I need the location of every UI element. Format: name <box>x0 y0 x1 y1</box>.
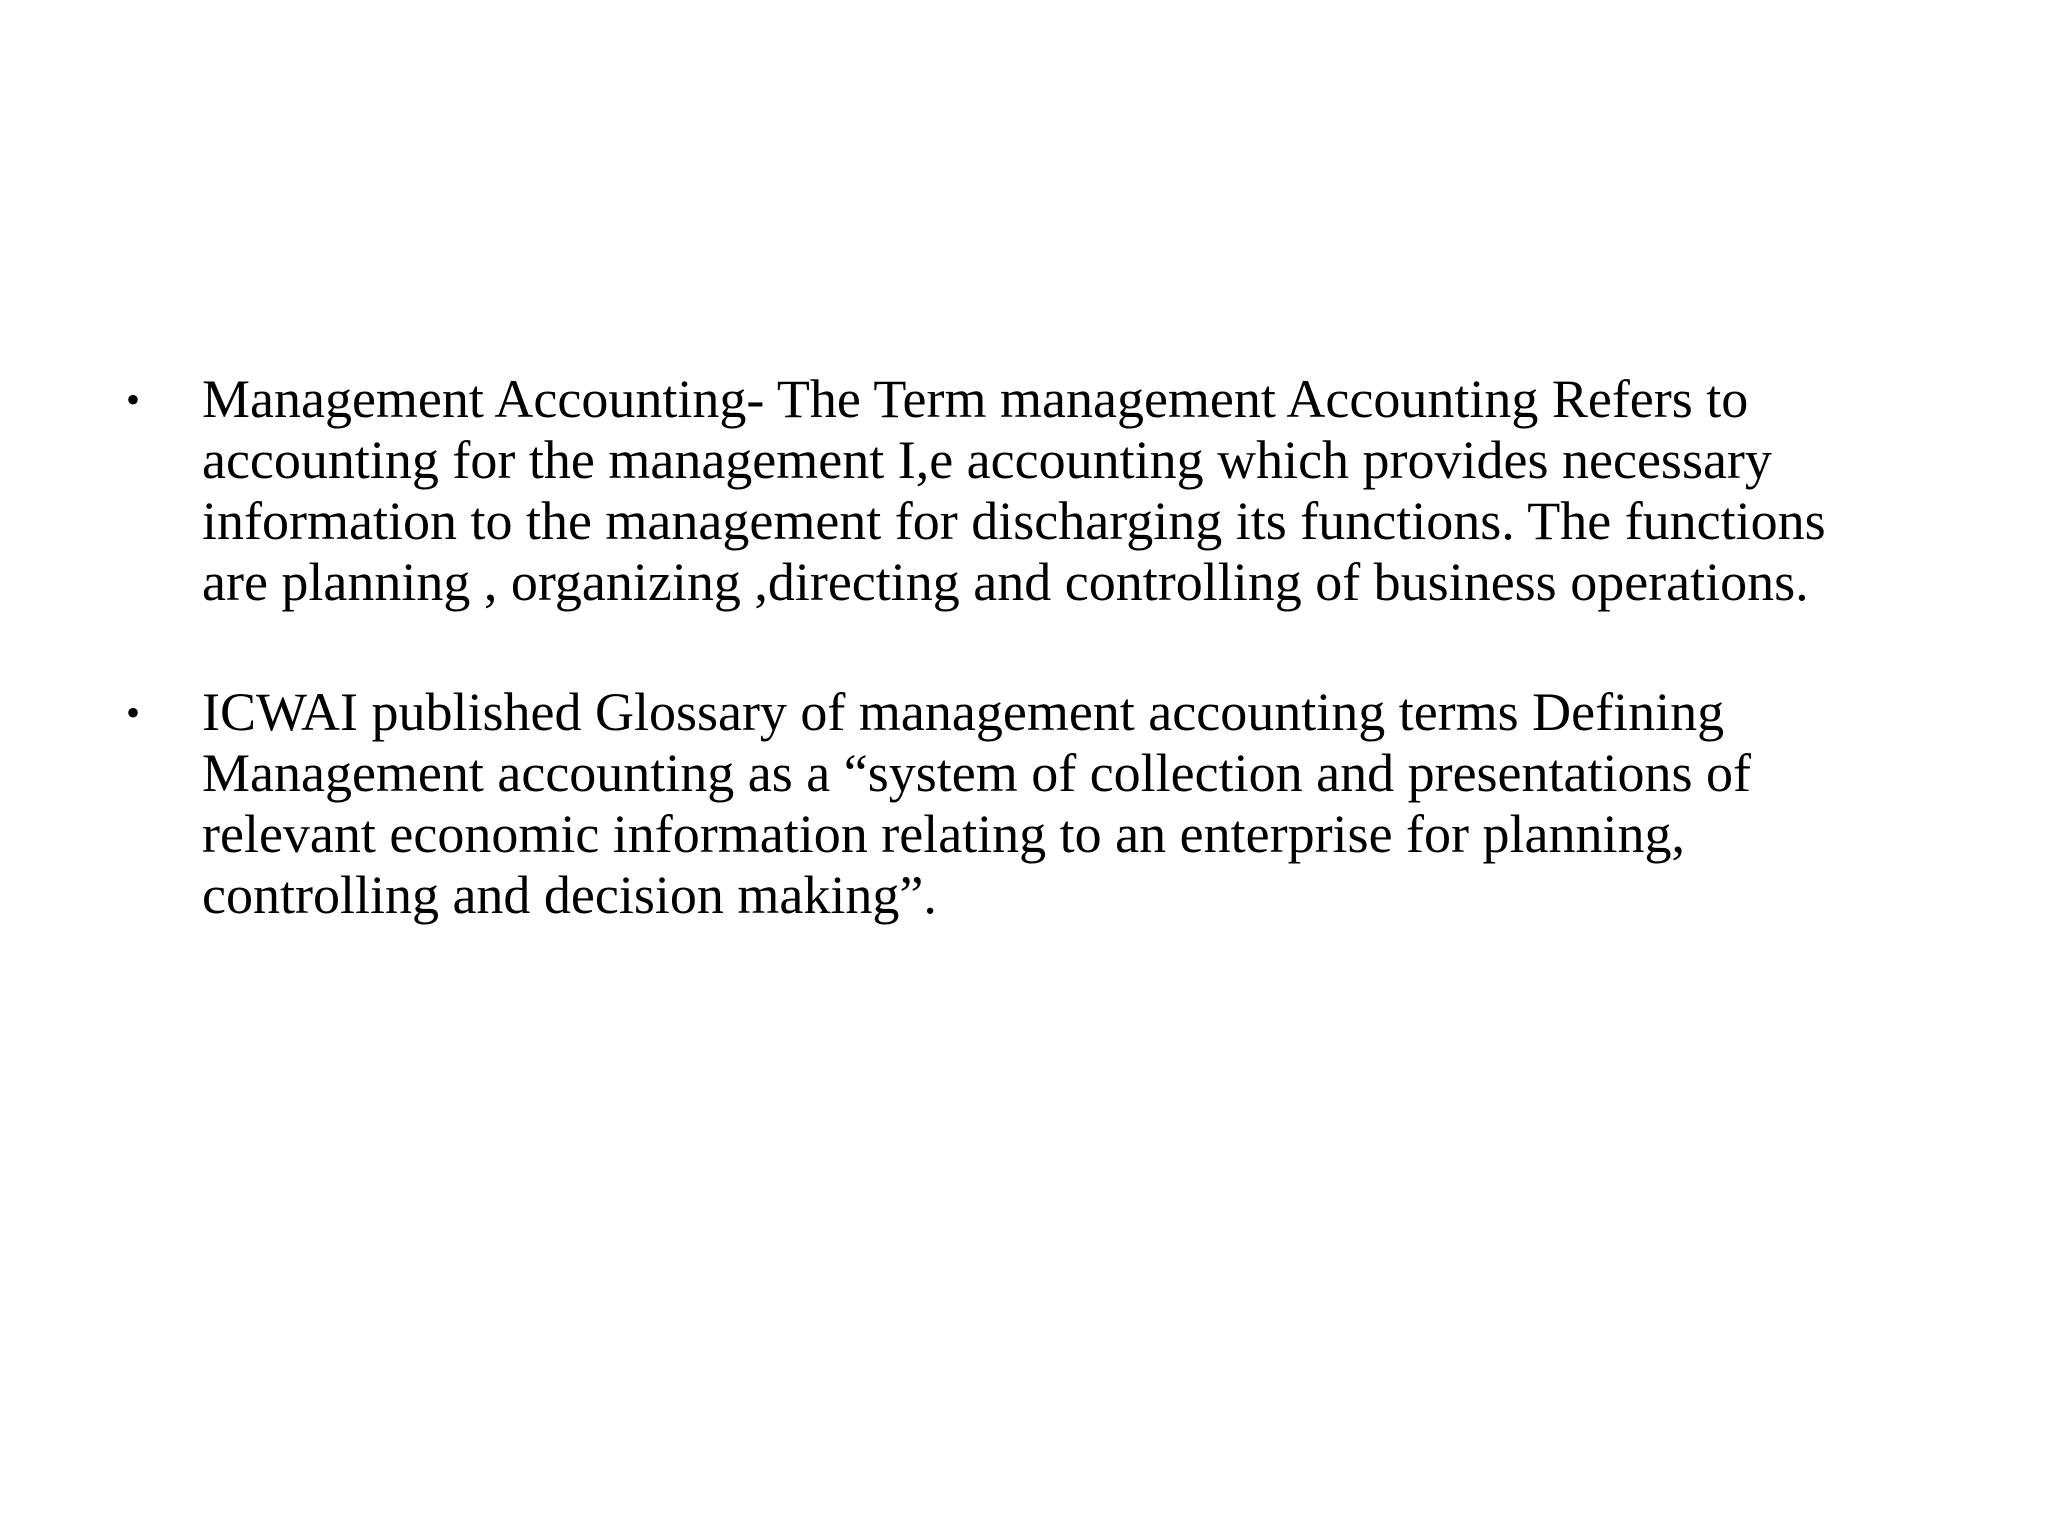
bullet-text-line: are planning , organizing ,directing and controlling of business operations. <box>202 552 1809 612</box>
bullet-item-icwai-definition <box>118 682 1978 926</box>
bullet-icon: • <box>125 690 140 735</box>
bullet-item-management-accounting <box>118 369 1978 613</box>
bullet-text-line: relevant economic information relating to an enterprise for planning, <box>202 804 1685 864</box>
bullet-text-line: Management Accounting- The Term management Accounting Refers to <box>202 369 1749 429</box>
bullet-text-line: ICWAI published Glossary of management accounting terms Defining <box>202 682 1725 742</box>
bullet-text-line: controlling and decision making”. <box>202 865 937 925</box>
bullet-icon: • <box>125 377 140 422</box>
bullet-text-line: information to the management for discharging its functions. The functions <box>202 491 1826 551</box>
bullet-list <box>118 369 1978 926</box>
bullet-text-line: accounting for the management I,e accounting which provides necessary <box>202 430 1772 490</box>
bullet-text-line: Management accounting as a “system of collection and presentations of <box>202 743 1751 803</box>
